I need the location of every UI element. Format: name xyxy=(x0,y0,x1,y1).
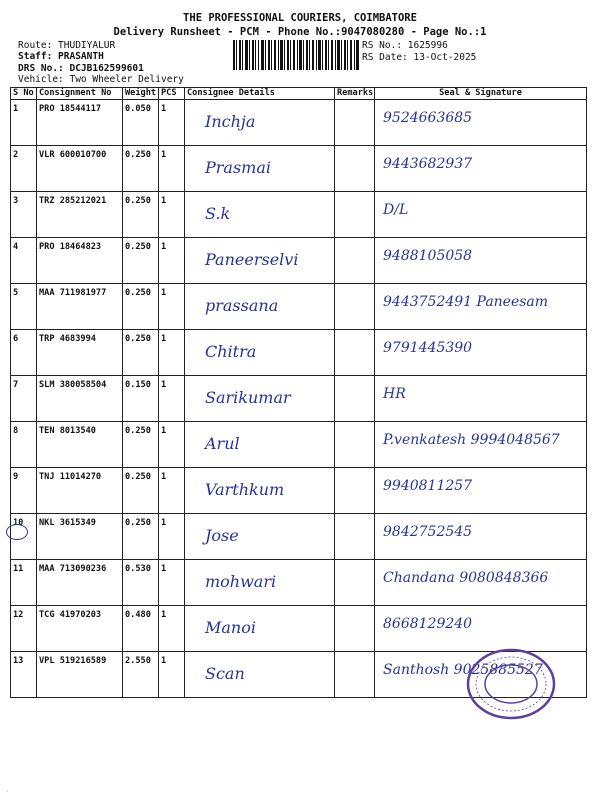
row-sno: 9 xyxy=(11,468,37,514)
row-remarks xyxy=(335,284,375,330)
handwritten-signature: HR xyxy=(383,386,406,402)
row-consignment-no: TNJ 11014270 xyxy=(37,468,123,514)
row-consignment-no: PRO 18544117 xyxy=(37,100,123,146)
row-remarks xyxy=(335,560,375,606)
handwritten-signature: P.venkatesh 9994048567 xyxy=(383,432,560,448)
row-consignee xyxy=(185,468,335,514)
table-row xyxy=(11,560,587,606)
table-row xyxy=(11,514,587,560)
row-consignee xyxy=(185,514,335,560)
row-remarks xyxy=(335,146,375,192)
row-consignment-no: VLR 600010700 xyxy=(37,146,123,192)
col-consignee: Consignee Details xyxy=(185,88,335,100)
row-weight: 0.250 xyxy=(123,468,159,514)
table-row xyxy=(11,422,587,468)
row-pcs: 1 xyxy=(159,560,185,606)
handwritten-consignee-name: Manoi xyxy=(205,618,256,637)
row-pcs: 1 xyxy=(159,606,185,652)
handwritten-consignee-name: Varthkum xyxy=(205,480,285,499)
table-row xyxy=(11,284,587,330)
company-seal-icon xyxy=(466,648,556,720)
handwritten-signature: D/L xyxy=(383,202,409,218)
circled-row-mark xyxy=(6,524,28,540)
handwritten-signature: 9488105058 xyxy=(383,248,473,264)
row-pcs: 1 xyxy=(159,100,185,146)
handwritten-consignee-name: Chitra xyxy=(205,342,257,361)
handwritten-consignee-name: mohwari xyxy=(205,572,277,591)
row-consignment-no: TRZ 285212021 xyxy=(37,192,123,238)
handwritten-signature: 8668129240 xyxy=(383,616,473,632)
row-signature xyxy=(375,192,587,238)
row-consignment-no: TCG 41970203 xyxy=(37,606,123,652)
row-consignee xyxy=(185,192,335,238)
row-consignment-no: VPL 519216589 xyxy=(37,652,123,698)
runsheet-subtitle: Delivery Runsheet - PCM - Phone No.:9047080280 - Page No.:1 xyxy=(113,26,487,38)
row-pcs: 1 xyxy=(159,192,185,238)
row-weight: 0.050 xyxy=(123,100,159,146)
row-consignee xyxy=(185,376,335,422)
row-signature xyxy=(375,468,587,514)
row-weight: 0.530 xyxy=(123,560,159,606)
drs-label: DRS No.: DCJB162599601 xyxy=(18,63,144,74)
row-pcs: 1 xyxy=(159,468,185,514)
table-row xyxy=(11,468,587,514)
handwritten-signature: 9940811257 xyxy=(383,478,473,494)
table-row xyxy=(11,238,587,284)
row-consignee xyxy=(185,330,335,376)
handwritten-signature: 9524663685 xyxy=(383,110,473,126)
handwritten-signature: Santhosh 9025885527 xyxy=(383,662,543,678)
handwritten-consignee-name: Inchja xyxy=(205,112,256,131)
handwritten-consignee-name: Sarikumar xyxy=(205,388,291,407)
handwritten-consignee-name: Prasmai xyxy=(205,158,271,177)
row-weight: 0.250 xyxy=(123,422,159,468)
row-sno: 8 xyxy=(11,422,37,468)
row-sno: 5 xyxy=(11,284,37,330)
row-consignee xyxy=(185,422,335,468)
rs-date: RS Date: 13-Oct-2025 xyxy=(362,52,477,63)
row-signature xyxy=(375,330,587,376)
row-remarks xyxy=(335,192,375,238)
barcode-icon xyxy=(233,40,359,70)
row-sno: 2 xyxy=(11,146,37,192)
handwritten-consignee-name: prassana xyxy=(205,296,279,315)
row-signature xyxy=(375,514,587,560)
row-consignee xyxy=(185,652,335,698)
row-sno: 11 xyxy=(11,560,37,606)
handwritten-signature: Chandana 9080848366 xyxy=(383,570,549,586)
row-sno: 4 xyxy=(11,238,37,284)
row-remarks xyxy=(335,468,375,514)
table-header-row xyxy=(11,88,587,100)
col-sno: S No xyxy=(11,88,37,100)
table-row xyxy=(11,192,587,238)
handwritten-consignee-name: Jose xyxy=(205,526,239,545)
row-consignment-no: NKL 3615349 xyxy=(37,514,123,560)
row-pcs: 1 xyxy=(159,238,185,284)
row-weight: 0.250 xyxy=(123,238,159,284)
runsheet-table xyxy=(10,87,587,698)
row-remarks xyxy=(335,376,375,422)
table-row xyxy=(11,100,587,146)
company-title: THE PROFESSIONAL COURIERS, COIMBATORE xyxy=(183,12,417,24)
handwritten-consignee-name: Scan xyxy=(205,664,245,683)
row-pcs: 1 xyxy=(159,514,185,560)
row-pcs: 1 xyxy=(159,376,185,422)
row-weight: 0.480 xyxy=(123,606,159,652)
row-weight: 0.250 xyxy=(123,514,159,560)
row-signature xyxy=(375,560,587,606)
row-consignee xyxy=(185,238,335,284)
row-remarks xyxy=(335,100,375,146)
handwritten-signature: 9842752545 xyxy=(383,524,473,540)
col-pcs: PCS xyxy=(159,88,185,100)
row-consignment-no: TEN 8013540 xyxy=(37,422,123,468)
row-consignee xyxy=(185,560,335,606)
row-weight: 0.250 xyxy=(123,192,159,238)
handwritten-consignee-name: S.k xyxy=(205,204,231,223)
col-signature: Seal & Signature xyxy=(375,88,587,100)
table-row xyxy=(11,376,587,422)
row-weight: 0.150 xyxy=(123,376,159,422)
row-sno: 7 xyxy=(11,376,37,422)
row-remarks xyxy=(335,330,375,376)
row-signature xyxy=(375,606,587,652)
row-signature xyxy=(375,376,587,422)
row-weight: 2.550 xyxy=(123,652,159,698)
row-sno: 13 xyxy=(11,652,37,698)
handwritten-consignee-name: Paneerselvi xyxy=(205,250,299,269)
handwritten-signature: 9443682937 xyxy=(383,156,473,172)
row-consignee xyxy=(185,284,335,330)
row-signature xyxy=(375,284,587,330)
row-consignee xyxy=(185,146,335,192)
row-pcs: 1 xyxy=(159,652,185,698)
row-sno: 6 xyxy=(11,330,37,376)
row-pcs: 1 xyxy=(159,422,185,468)
row-signature xyxy=(375,422,587,468)
row-consignment-no: SLM 380058504 xyxy=(37,376,123,422)
row-pcs: 1 xyxy=(159,330,185,376)
row-pcs: 1 xyxy=(159,284,185,330)
row-signature xyxy=(375,238,587,284)
table-row xyxy=(11,146,587,192)
rs-number: RS No.: 1625996 xyxy=(362,40,448,51)
handwritten-consignee-name: Arul xyxy=(205,434,240,453)
col-remarks: Remarks xyxy=(335,88,375,100)
col-consignment: Consignment No xyxy=(37,88,123,100)
row-consignment-no: PRO 18464823 xyxy=(37,238,123,284)
row-remarks xyxy=(335,514,375,560)
row-consignment-no: TRP 4683994 xyxy=(37,330,123,376)
row-weight: 0.250 xyxy=(123,146,159,192)
row-consignment-no: MAA 713090236 xyxy=(37,560,123,606)
handwritten-signature: 9443752491 Paneesam xyxy=(383,294,549,310)
staff-label: Staff: PRASANTH xyxy=(18,51,104,62)
route-label: Route: THUDIYALUR xyxy=(18,40,116,51)
row-consignee xyxy=(185,100,335,146)
row-remarks xyxy=(335,238,375,284)
row-sno: 12 xyxy=(11,606,37,652)
row-remarks xyxy=(335,606,375,652)
row-remarks xyxy=(335,652,375,698)
col-weight: Weight xyxy=(123,88,159,100)
row-sno: 10 xyxy=(11,514,37,560)
footer-mark: · xyxy=(6,789,10,795)
row-consignee xyxy=(185,606,335,652)
row-consignment-no: MAA 711981977 xyxy=(37,284,123,330)
table-row xyxy=(11,330,587,376)
row-sno: 3 xyxy=(11,192,37,238)
table-row xyxy=(11,606,587,652)
vehicle-label: Vehicle: Two Wheeler Delivery xyxy=(18,74,184,85)
handwritten-signature: 9791445390 xyxy=(383,340,473,356)
row-signature xyxy=(375,146,587,192)
row-weight: 0.250 xyxy=(123,284,159,330)
row-signature xyxy=(375,100,587,146)
row-sno: 1 xyxy=(11,100,37,146)
row-pcs: 1 xyxy=(159,146,185,192)
row-remarks xyxy=(335,422,375,468)
row-weight: 0.250 xyxy=(123,330,159,376)
